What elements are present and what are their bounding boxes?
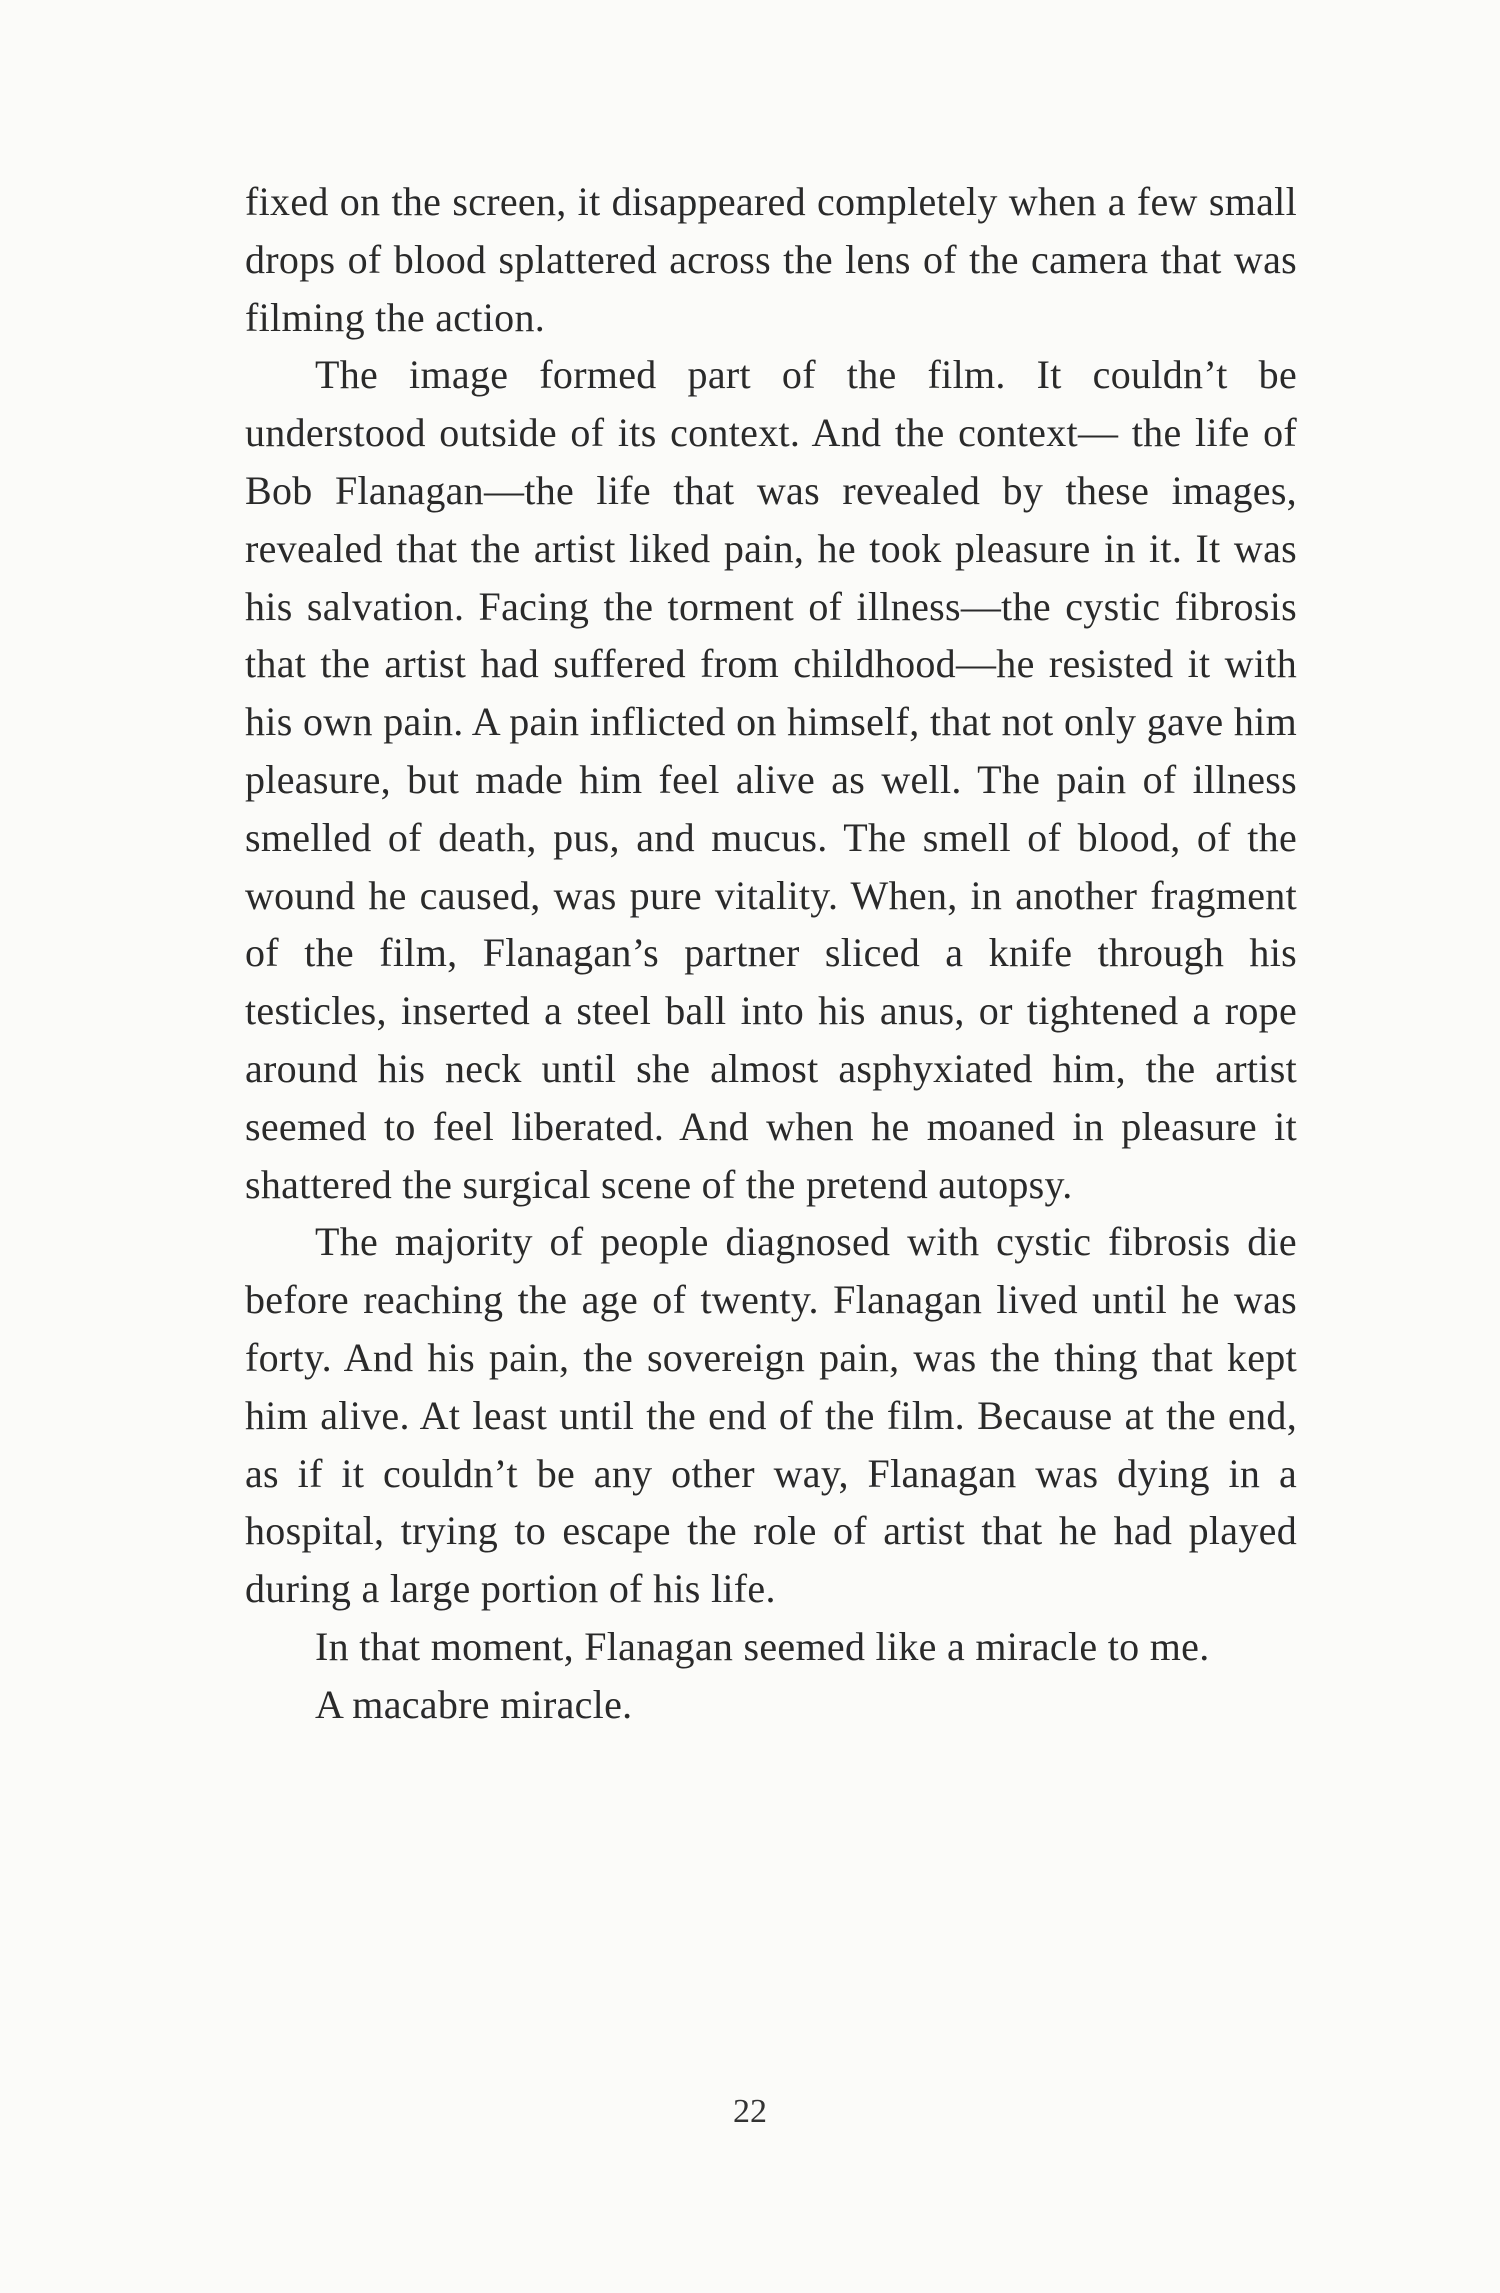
page-number: 22 <box>733 2093 767 2130</box>
body-text <box>245 173 1297 1734</box>
paragraph-macabre-miracle: A macabre miracle. <box>315 1681 633 1727</box>
paragraph-film-context: The image formed part of the film. It couldn’t be understood outside of its context. And the context— the life of Bob Flanagan—the life that was revealed by these images, revealed that the artist liked pain, he took pleasure in it. It was his salvation. Facing the torment of illness—the cystic fibrosis that the artist had suffered from childhood—he resisted it with his own pain. A pain inflicted on himself, that not only gave him pleasure, but made him feel alive as well. The pain of illness smelled of death, pus, and mucus. The smell of blood, of the wound he caused, was pure vitality. When, in another fragment of the film, Flanagan’s partner sliced a knife through his testicles, inserted a steel ball into his anus, or tightened a rope around his neck until she almost asphyxiated him, the artist seemed to feel liberated. And when he moaned in pleasure it shattered the surgical scene of the pretend autopsy. <box>245 352 1297 1207</box>
paragraph-miracle: In that moment, Flanagan seemed like a miracle to me. <box>315 1623 1210 1669</box>
paragraph-cystic-fibrosis: The majority of people diagnosed with cystic fibrosis die before reaching the age of twenty. Flanagan lived until he was forty. And his pain, the sovereign pain, was the thing that kept him alive. At least until the end of the film. Because at the end, as if it couldn’t be any other way, Flanagan was dying in a hospital, trying to escape the role of artist that he had played during a large portion of his life. <box>245 1219 1297 1612</box>
paragraph-continuation: fixed on the screen, it disappeared completely when a few small drops of blood splattered across the lens of the camera that was filming the action. <box>245 179 1297 340</box>
